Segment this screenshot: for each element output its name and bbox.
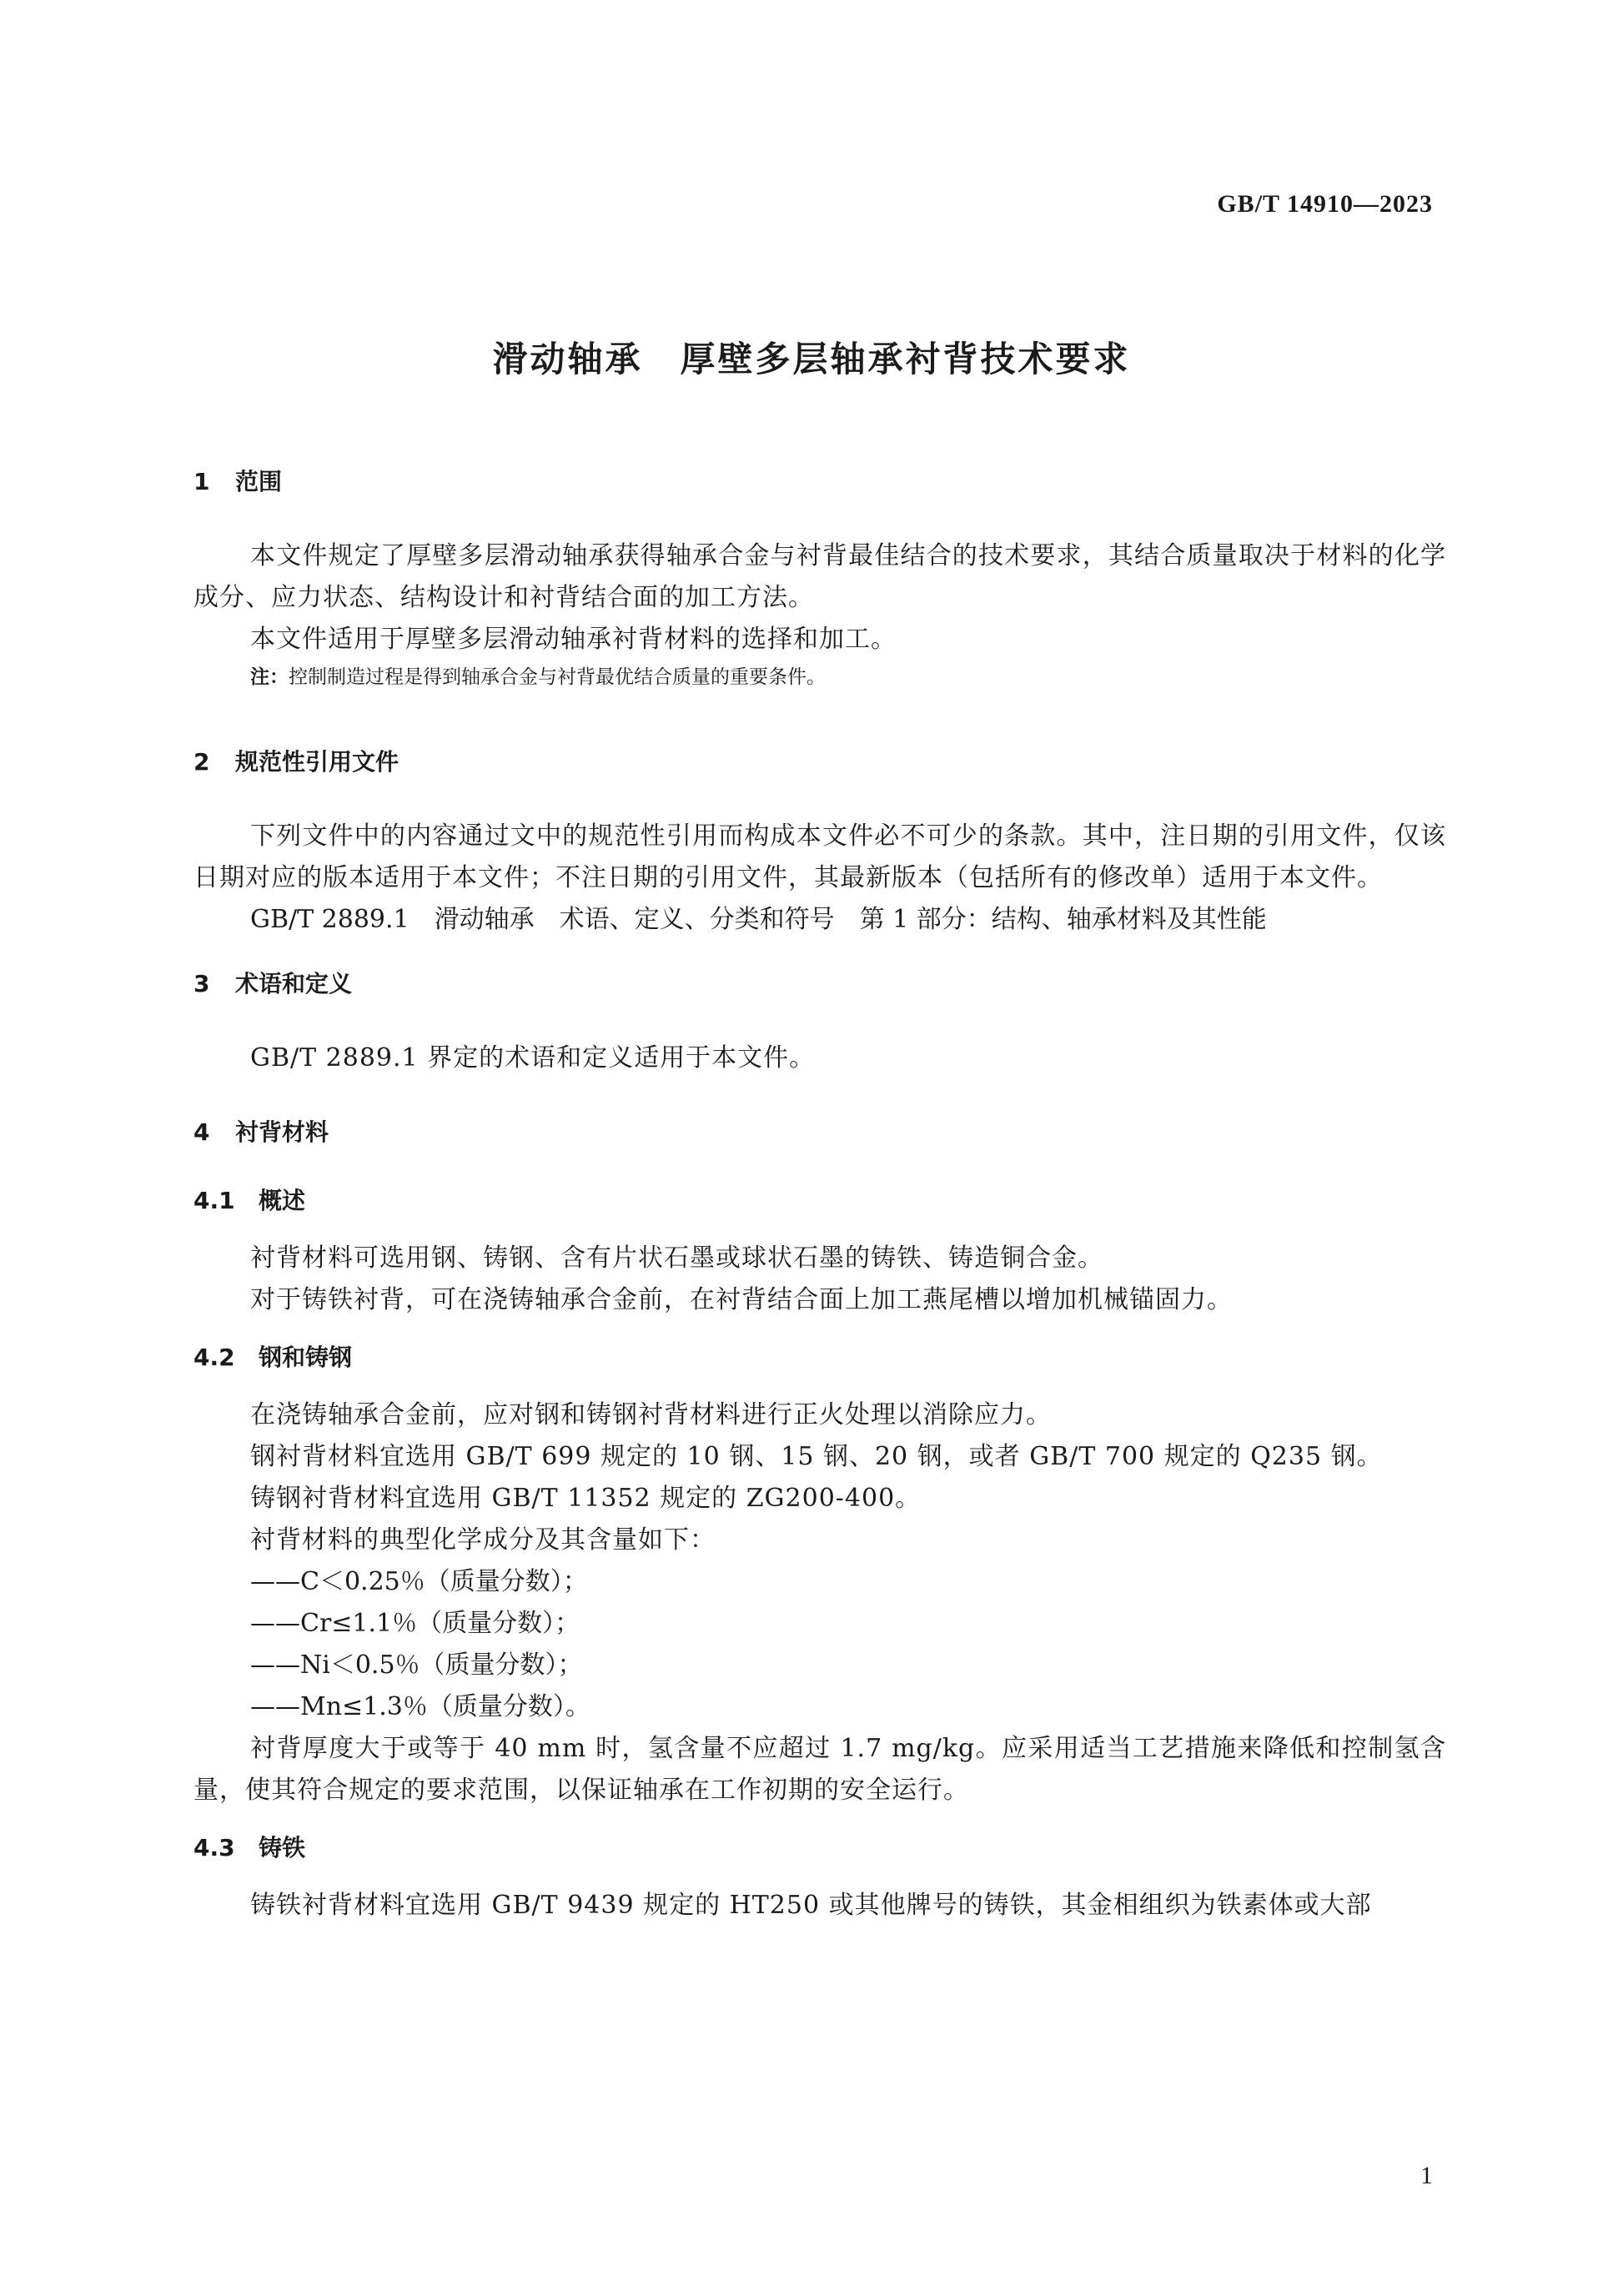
subsection-4-2-heading bbox=[193, 1333, 1446, 1383]
paragraph: 下列文件中的内容通过文中的规范性引用而构成本文件必不可少的条款。其中，注日期的引用文件，仅该日期对应的版本适用于本文件；不注日期的引用文件，其最新版本（包括所有的修改单）适用于本文件。 bbox=[193, 821, 1446, 892]
section-3-heading bbox=[193, 959, 1446, 1009]
note-label: 注： bbox=[250, 666, 289, 688]
reference-item: GB/T 2889.1 滑动轴承 术语、定义、分类和符号 第 1 部分：结构、轴承材料及其性能 bbox=[250, 905, 1267, 934]
subsection-number: 4.3 bbox=[193, 1834, 235, 1861]
paragraph: 对于铸铁衬背，可在浇铸轴承合金前，在衬背结合面上加工燕尾槽以增加机械锚固力。 bbox=[250, 1285, 1233, 1314]
paragraph: 钢衬背材料宜选用 GB/T 699 规定的 10 钢、15 钢、20 钢，或者 GB/T 700 规定的 Q235 钢。 bbox=[250, 1442, 1383, 1471]
standard-number: GB/T 14910—2023 bbox=[1217, 190, 1433, 218]
section-title: 术语和定义 bbox=[235, 970, 353, 997]
paragraph: 衬背厚度大于或等于 40 mm 时，氢含量不应超过 1.7 mg/kg。应采用适当工艺措施来降低和控制氢含量，使其符合规定的要求范围，以保证轴承在工作初期的安全运行。 bbox=[193, 1734, 1446, 1805]
note bbox=[193, 661, 1446, 694]
paragraph: 衬背材料可选用钢、铸钢、含有片状石墨或球状石墨的铸铁、铸造铜合金。 bbox=[250, 1243, 1103, 1273]
paragraph: 铸铁衬背材料宜选用 GB/T 9439 规定的 HT250 或其他牌号的铸铁，其金相组织为铁素体或大部 bbox=[250, 1891, 1372, 1920]
list-item: ——Ni＜0.5％（质量分数）； bbox=[250, 1650, 583, 1680]
list-item: ——Mn≤1.3％（质量分数）。 bbox=[250, 1692, 590, 1721]
subsection-4-3-heading bbox=[193, 1823, 1446, 1873]
section-title: 衬背材料 bbox=[235, 1118, 329, 1146]
section-number: 1 bbox=[193, 468, 210, 495]
page-number: 1 bbox=[1420, 2162, 1433, 2189]
paragraph: 本文件规定了厚壁多层滑动轴承获得轴承合金与衬背最佳结合的技术要求，其结合质量取决于材料的化学成分、应力状态、结构设计和衬背结合面的加工方法。 bbox=[193, 541, 1446, 612]
paragraph: GB/T 2889.1 界定的术语和定义适用于本文件。 bbox=[250, 1043, 816, 1073]
subsection-title: 概述 bbox=[259, 1187, 306, 1214]
paragraph: 本文件适用于厚壁多层滑动轴承衬背材料的选择和加工。 bbox=[250, 625, 897, 654]
section-title: 规范性引用文件 bbox=[235, 748, 399, 776]
section-2-heading bbox=[193, 737, 1446, 787]
section-number: 4 bbox=[193, 1118, 210, 1146]
section-title: 范围 bbox=[235, 468, 283, 495]
subsection-title: 钢和铸钢 bbox=[259, 1344, 353, 1371]
subsection-title: 铸铁 bbox=[259, 1834, 306, 1861]
section-number: 3 bbox=[193, 970, 210, 997]
list-item: ——C＜0.25％（质量分数）； bbox=[250, 1567, 588, 1596]
subsection-4-1-heading bbox=[193, 1176, 1446, 1226]
section-number: 2 bbox=[193, 748, 210, 776]
note-text: 控制制造过程是得到轴承合金与衬背最优结合质量的重要条件。 bbox=[289, 666, 826, 688]
document-body bbox=[193, 457, 1446, 1927]
subsection-number: 4.1 bbox=[193, 1187, 235, 1214]
list-item: ——Cr≤1.1％（质量分数）； bbox=[250, 1609, 580, 1638]
section-1-heading bbox=[193, 457, 1446, 507]
paragraph: 在浇铸轴承合金前，应对钢和铸钢衬背材料进行正火处理以消除应力。 bbox=[250, 1400, 1052, 1429]
paragraph: 铸钢衬背材料宜选用 GB/T 11352 规定的 ZG200-400。 bbox=[250, 1484, 922, 1513]
subsection-number: 4.2 bbox=[193, 1344, 235, 1371]
paragraph: 衬背材料的典型化学成分及其含量如下： bbox=[250, 1525, 716, 1555]
document-title: 滑动轴承 厚壁多层轴承衬背技术要求 bbox=[492, 339, 1131, 379]
section-4-heading bbox=[193, 1108, 1446, 1158]
